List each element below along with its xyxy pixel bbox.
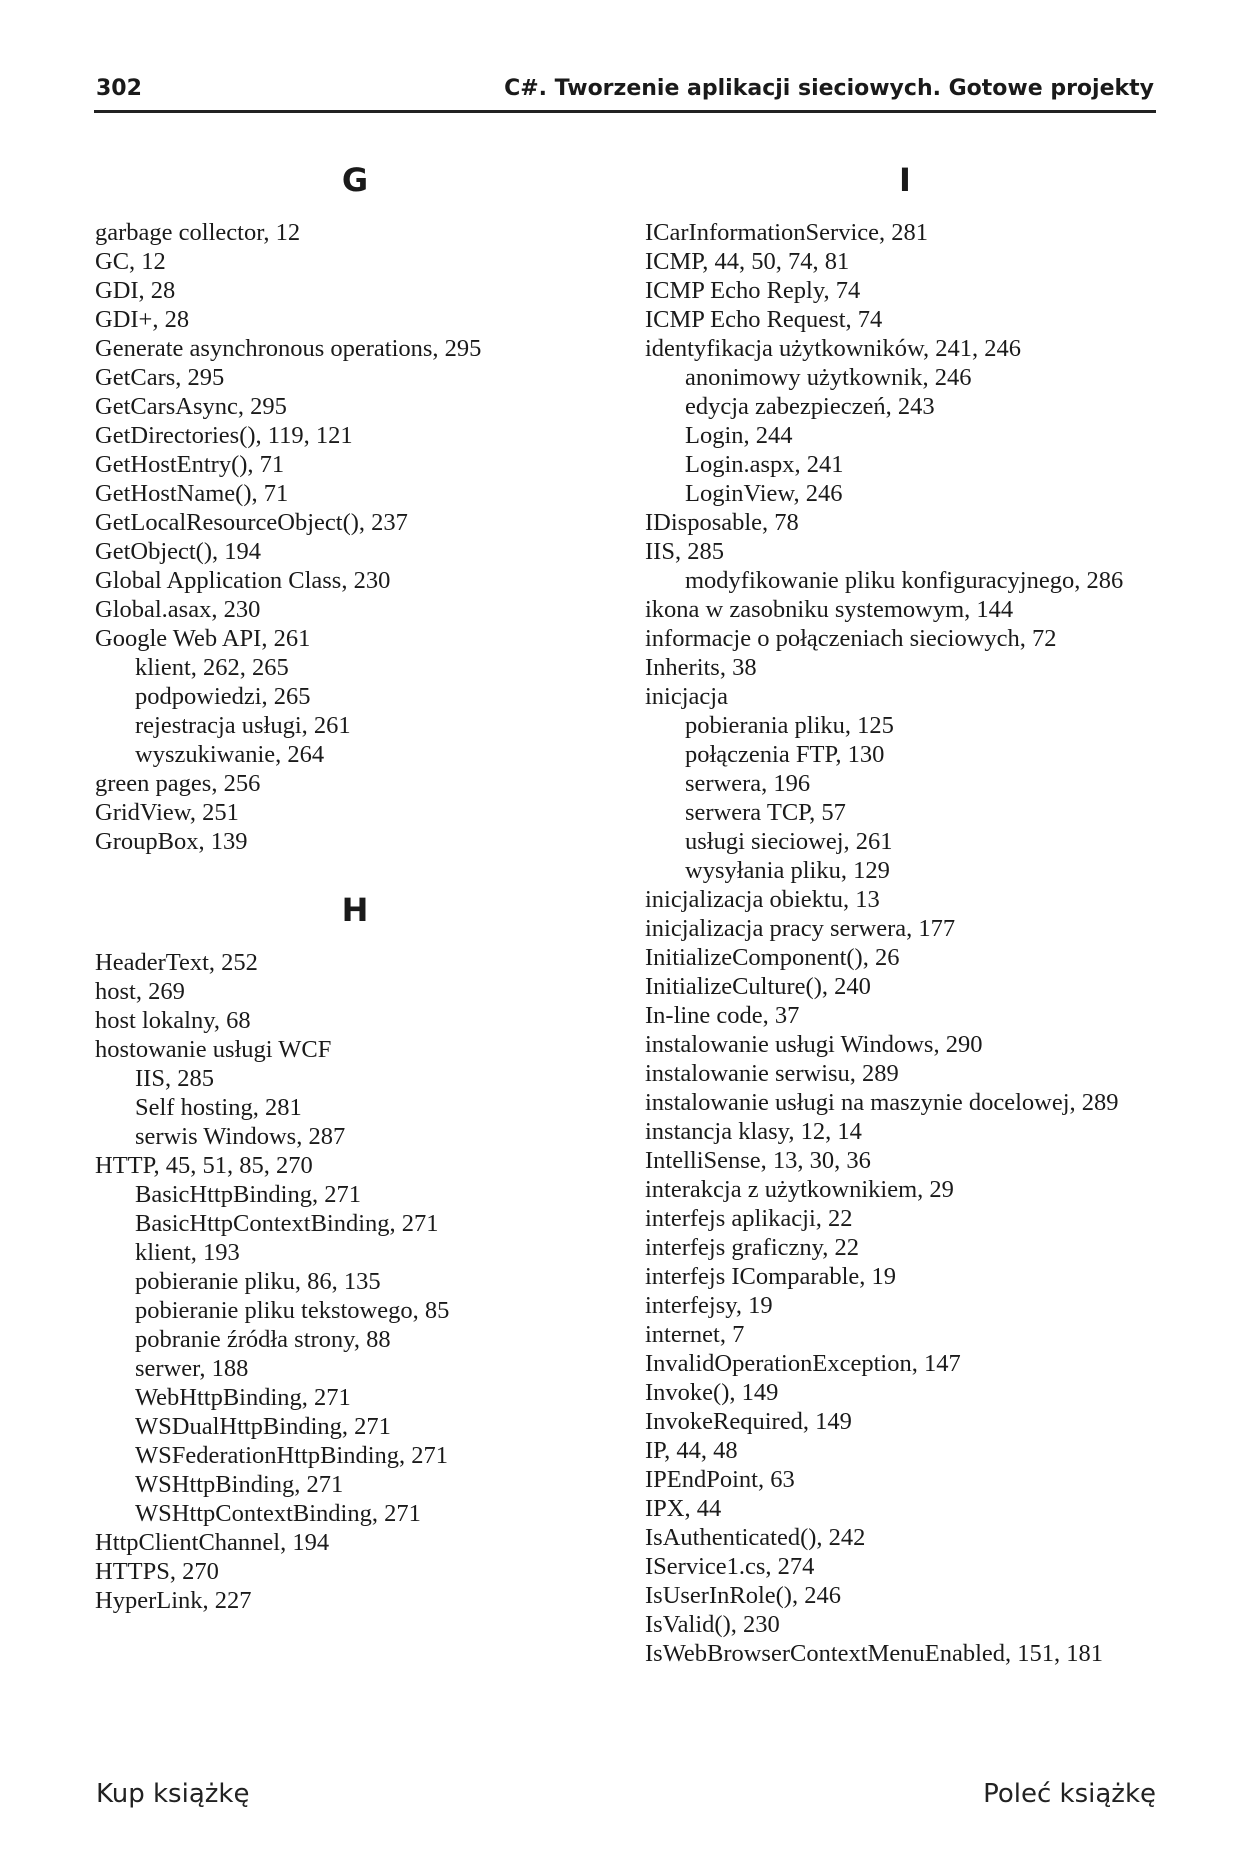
index-entry: GetHostEntry(), 71 bbox=[95, 451, 285, 478]
page-header bbox=[94, 74, 1156, 113]
index-subentry: WSFederationHttpBinding, 271 bbox=[135, 1442, 449, 1469]
index-subentry: pobieranie pliku tekstowego, 85 bbox=[135, 1297, 450, 1324]
index-entry: GDI+, 28 bbox=[95, 306, 190, 333]
index-subentry: anonimowy użytkownik, 246 bbox=[685, 364, 972, 391]
index-entry: IsWebBrowserContextMenuEnabled, 151, 181 bbox=[645, 1640, 1103, 1667]
index-entry: HyperLink, 227 bbox=[95, 1587, 252, 1614]
index-entry: informacje o połączeniach sieciowych, 72 bbox=[645, 625, 1057, 652]
index-entry: HttpClientChannel, 194 bbox=[95, 1529, 330, 1556]
section-letter-h: H bbox=[341, 891, 369, 929]
index-entry: instalowanie serwisu, 289 bbox=[645, 1060, 899, 1087]
index-subentry: WSHttpContextBinding, 271 bbox=[135, 1500, 421, 1527]
index-subentry: klient, 193 bbox=[135, 1239, 240, 1266]
index-subentry: serwera, 196 bbox=[685, 770, 811, 797]
index-entry: Google Web API, 261 bbox=[95, 625, 311, 652]
index-entry: GetCars, 295 bbox=[95, 364, 225, 391]
index-entry: ICarInformationService, 281 bbox=[645, 219, 929, 246]
index-entry: garbage collector, 12 bbox=[95, 219, 301, 246]
index-entry: IPEndPoint, 63 bbox=[645, 1466, 795, 1493]
index-entry: InvalidOperationException, 147 bbox=[645, 1350, 961, 1377]
recommend-book-link[interactable]: Poleć książkę bbox=[983, 1779, 1156, 1809]
index-entry: IService1.cs, 274 bbox=[645, 1553, 815, 1580]
index-subentry: serwera TCP, 57 bbox=[685, 799, 846, 826]
buy-book-link[interactable]: Kup książkę bbox=[96, 1779, 250, 1809]
index-subentry: pobierania pliku, 125 bbox=[685, 712, 894, 739]
index-entry: GC, 12 bbox=[95, 248, 166, 275]
index-entry: inicjalizacja obiektu, 13 bbox=[645, 886, 880, 913]
index-subentry: BasicHttpContextBinding, 271 bbox=[135, 1210, 439, 1237]
index-subentry: klient, 262, 265 bbox=[135, 654, 289, 681]
index-subentry: edycja zabezpieczeń, 243 bbox=[685, 393, 935, 420]
index-subentry: rejestracja usługi, 261 bbox=[135, 712, 351, 739]
index-subentry: Login, 244 bbox=[685, 422, 793, 449]
index-entry: Global Application Class, 230 bbox=[95, 567, 391, 594]
index-entry: GDI, 28 bbox=[95, 277, 176, 304]
index-entry: IsAuthenticated(), 242 bbox=[645, 1524, 866, 1551]
index-subentry: wysyłania pliku, 129 bbox=[685, 857, 890, 884]
index-subentry: pobieranie pliku, 86, 135 bbox=[135, 1268, 381, 1295]
index-subentry: WSHttpBinding, 271 bbox=[135, 1471, 344, 1498]
index-entry: ICMP Echo Request, 74 bbox=[645, 306, 883, 333]
index-entry: inicjacja bbox=[645, 683, 728, 710]
index-entry: IDisposable, 78 bbox=[645, 509, 799, 536]
index-entry: ICMP Echo Reply, 74 bbox=[645, 277, 861, 304]
index-entry: InitializeComponent(), 26 bbox=[645, 944, 900, 971]
index-entry: host lokalny, 68 bbox=[95, 1007, 251, 1034]
section-letter-i: I bbox=[899, 161, 911, 199]
index-entry: hostowanie usługi WCF bbox=[95, 1036, 332, 1063]
index-entry: instalowanie usługi na maszynie docelowej, 289 bbox=[645, 1089, 1119, 1116]
book-title: C#. Tworzenie aplikacji sieciowych. Gotowe projekty bbox=[504, 76, 1154, 101]
index-entry: IIS, 285 bbox=[645, 538, 724, 565]
index-entry: IsValid(), 230 bbox=[645, 1611, 780, 1638]
index-entry: GetLocalResourceObject(), 237 bbox=[95, 509, 408, 536]
index-entry: internet, 7 bbox=[645, 1321, 745, 1348]
index-entry: Inherits, 38 bbox=[645, 654, 757, 681]
index-column-right bbox=[645, 160, 1165, 1668]
index-entry: Invoke(), 149 bbox=[645, 1379, 779, 1406]
index-entry: identyfikacja użytkowników, 241, 246 bbox=[645, 335, 1022, 362]
index-entry: interfejs graficzny, 22 bbox=[645, 1234, 860, 1261]
index-subentry: Self hosting, 281 bbox=[135, 1094, 302, 1121]
index-entry: ICMP, 44, 50, 74, 81 bbox=[645, 248, 850, 275]
index-entry: GetDirectories(), 119, 121 bbox=[95, 422, 353, 449]
index-entry: IntelliSense, 13, 30, 36 bbox=[645, 1147, 871, 1174]
index-subentry: BasicHttpBinding, 271 bbox=[135, 1181, 361, 1208]
index-entry: ikona w zasobniku systemowym, 144 bbox=[645, 596, 1014, 623]
index-column-left bbox=[95, 160, 615, 1615]
index-entry: instancja klasy, 12, 14 bbox=[645, 1118, 862, 1145]
index-entry: HTTP, 45, 51, 85, 270 bbox=[95, 1152, 313, 1179]
index-entry: GetObject(), 194 bbox=[95, 538, 261, 565]
index-subentry: wyszukiwanie, 264 bbox=[135, 741, 325, 768]
index-entry: InvokeRequired, 149 bbox=[645, 1408, 852, 1435]
index-entry: host, 269 bbox=[95, 978, 185, 1005]
index-entry: IsUserInRole(), 246 bbox=[645, 1582, 841, 1609]
index-entry: GetCarsAsync, 295 bbox=[95, 393, 287, 420]
index-subentry: Login.aspx, 241 bbox=[685, 451, 844, 478]
index-entry: HeaderText, 252 bbox=[95, 949, 258, 976]
index-entry: interfejs IComparable, 19 bbox=[645, 1263, 897, 1290]
index-entry: IPX, 44 bbox=[645, 1495, 722, 1522]
index-subentry: modyfikowanie pliku konfiguracyjnego, 286 bbox=[685, 567, 1124, 594]
index-subentry: serwer, 188 bbox=[135, 1355, 249, 1382]
index-entry: GridView, 251 bbox=[95, 799, 239, 826]
section-letter-g: G bbox=[341, 161, 369, 199]
index-subentry: IIS, 285 bbox=[135, 1065, 214, 1092]
index-subentry: usługi sieciowej, 261 bbox=[685, 828, 893, 855]
index-entry: interakcja z użytkownikiem, 29 bbox=[645, 1176, 954, 1203]
index-entry: In-line code, 37 bbox=[645, 1002, 800, 1029]
index-entry: inicjalizacja pracy serwera, 177 bbox=[645, 915, 956, 942]
index-subentry: podpowiedzi, 265 bbox=[135, 683, 311, 710]
index-subentry: połączenia FTP, 130 bbox=[685, 741, 885, 768]
index-subentry: LoginView, 246 bbox=[685, 480, 843, 507]
index-entry: interfejs aplikacji, 22 bbox=[645, 1205, 853, 1232]
index-entry: GroupBox, 139 bbox=[95, 828, 248, 855]
index-entry: IP, 44, 48 bbox=[645, 1437, 738, 1464]
index-entry: Generate asynchronous operations, 295 bbox=[95, 335, 482, 362]
index-subentry: WSDualHttpBinding, 271 bbox=[135, 1413, 391, 1440]
index-subentry: WebHttpBinding, 271 bbox=[135, 1384, 351, 1411]
index-entry: instalowanie usługi Windows, 290 bbox=[645, 1031, 983, 1058]
index-entry: InitializeCulture(), 240 bbox=[645, 973, 871, 1000]
page-number: 302 bbox=[96, 76, 142, 101]
index-subentry: serwis Windows, 287 bbox=[135, 1123, 346, 1150]
index-entry: Global.asax, 230 bbox=[95, 596, 261, 623]
index-subentry: pobranie źródła strony, 88 bbox=[135, 1326, 391, 1353]
index-entry: HTTPS, 270 bbox=[95, 1558, 219, 1585]
index-entry: green pages, 256 bbox=[95, 770, 261, 797]
index-entry: GetHostName(), 71 bbox=[95, 480, 289, 507]
index-entry: interfejsy, 19 bbox=[645, 1292, 773, 1319]
